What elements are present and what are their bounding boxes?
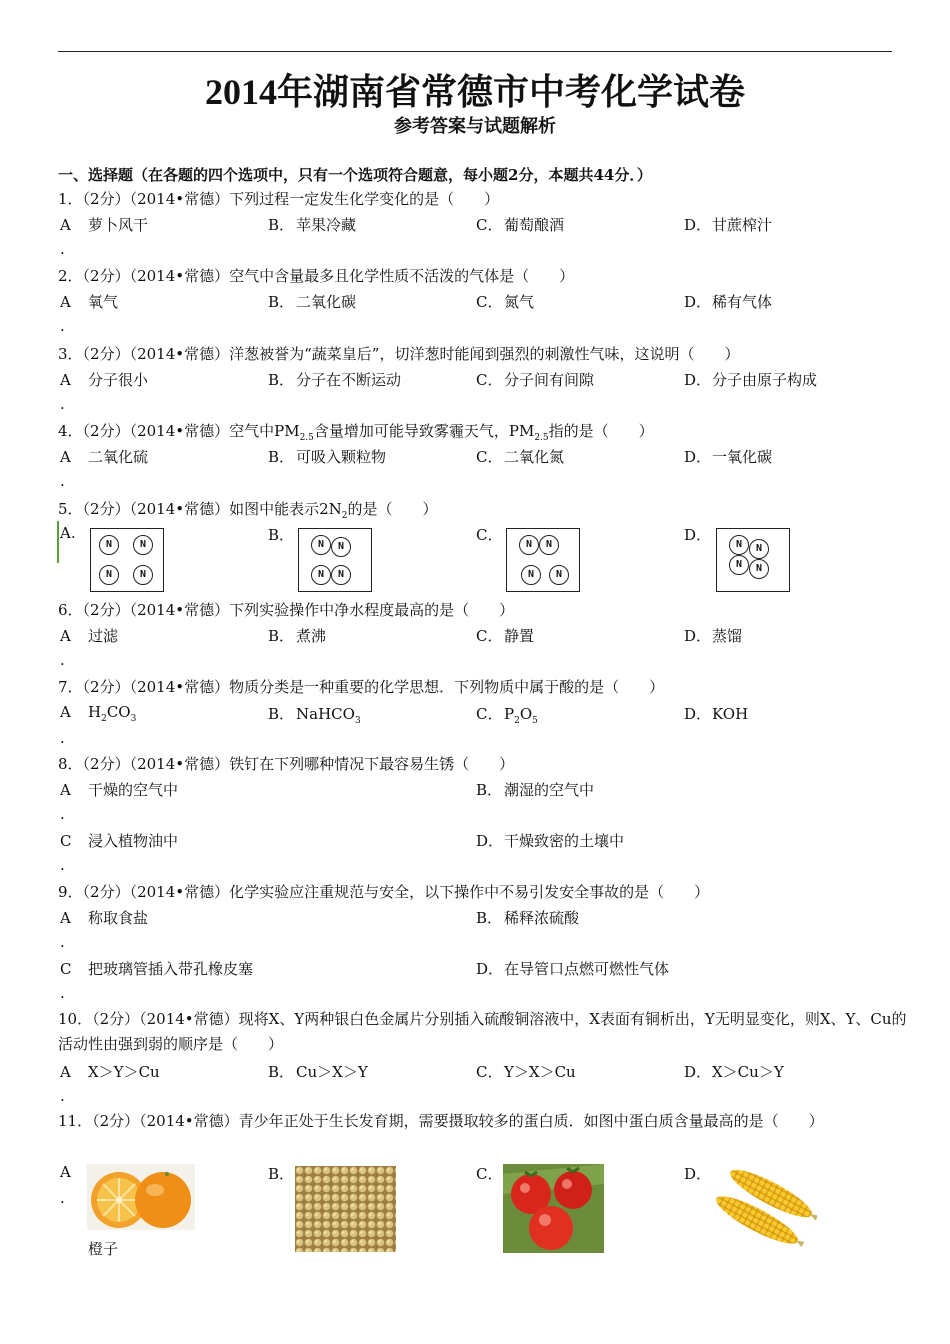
molecule-diagram-c[interactable] (506, 528, 580, 592)
q7-option-d[interactable]: D．KOH (684, 705, 749, 723)
q1-option-b[interactable]: B． 苹果冷藏 (268, 216, 357, 234)
nitrogen-atom: N (311, 535, 331, 555)
molecule-diagram-d[interactable] (716, 528, 790, 592)
q11-option-c[interactable]: C． (476, 1165, 503, 1183)
dot: . (60, 933, 65, 951)
nitrogen-atom: N (133, 535, 153, 555)
q4-option-a[interactable]: A 二氧化硫 (60, 448, 149, 466)
q3-option-c[interactable]: C． 分子间有间隙 (476, 371, 595, 389)
molecule-diagram-a[interactable] (90, 528, 164, 592)
dot: . (60, 984, 65, 1002)
q4-option-c[interactable]: C． 二氧化氮 (476, 448, 565, 466)
q7-option-c[interactable]: C． $P_2O_5$ (476, 705, 538, 726)
q3-option-a[interactable]: A 分子很小 (60, 371, 149, 389)
q7-option-a[interactable]: A $H_2CO_3$ (60, 703, 137, 724)
q8-option-a[interactable]: A 干燥的空气中 (60, 781, 179, 799)
dot: . (60, 1189, 65, 1207)
q10-option-c[interactable]: C． Y＞X＞Cu (476, 1063, 576, 1081)
q1-option-a[interactable]: A 萝卜风干 (60, 216, 149, 234)
dot: . (60, 805, 65, 823)
dot: . (60, 240, 65, 258)
dot: . (60, 856, 65, 874)
q5-option-a[interactable]: A. (60, 524, 76, 542)
q9-option-c[interactable]: C 把玻璃管插入带孔橡皮塞 (60, 960, 254, 978)
nitrogen-atom: N (549, 565, 569, 585)
q6-option-d[interactable]: D．蒸馏 (684, 627, 743, 645)
q4-option-b[interactable]: B． 可吸入颗粒物 (268, 448, 387, 466)
q4-option-d[interactable]: D．一氧化碳 (684, 448, 773, 466)
q10-option-a[interactable]: A X＞Y＞Cu (60, 1063, 160, 1081)
nitrogen-atom: N (331, 537, 351, 557)
question-4: 4．（2分）（2014•常德）空气中$PM_{2.5}$含量增加可能导致雾霾天气，$PM_{2.5}$指的是（ ） (58, 422, 654, 443)
q2-option-c[interactable]: C． 氮气 (476, 293, 535, 311)
q6-option-c[interactable]: C． 静置 (476, 627, 535, 645)
nitrogen-atom: N (749, 539, 769, 559)
question-9: 9．（2分）（2014•常德）化学实验应注重规范与安全，以下操作中不易引发安全事故的是（ ） (58, 883, 710, 901)
orange-image[interactable] (87, 1164, 195, 1230)
nitrogen-atom: N (133, 565, 153, 585)
page-subtitle: 参考答案与试题解析 (394, 116, 556, 137)
q8-option-d[interactable]: D．干燥致密的土壤中 (476, 832, 625, 850)
q9-option-d[interactable]: D．在导管口点燃可燃性气体 (476, 960, 670, 978)
q9-option-a[interactable]: A 称取食盐 (60, 909, 149, 927)
q10-option-d[interactable]: D．X＞Cu＞Y (684, 1063, 784, 1081)
nitrogen-atom: N (729, 535, 749, 555)
q11-option-d[interactable]: D． (684, 1165, 712, 1183)
top-rule (58, 51, 892, 52)
section-heading: 一、选择题（在各题的四个选项中，只有一个选项符合题意，每小题2分，本题共44分．） (58, 166, 652, 184)
q2-option-b[interactable]: B． 二氧化碳 (268, 293, 357, 311)
question-11: 11．（2分）（2014•常德）青少年正处于生长发育期，需要摄取较多的蛋白质．如图中蛋白质含量最高的是（ ） (58, 1112, 824, 1130)
molecule-diagram-b[interactable] (298, 528, 372, 592)
dot: . (60, 729, 65, 747)
dot: . (60, 395, 65, 413)
q3-option-b[interactable]: B． 分子在不断运动 (268, 371, 402, 389)
q8-option-c[interactable]: C 浸入植物油中 (60, 832, 179, 850)
question-3: 3．（2分）（2014•常德）洋葱被誉为“蔬菜皇后”，切洋葱时能闻到强烈的刺激性气味，这说明（ ） (58, 345, 740, 363)
nitrogen-atom: N (521, 565, 541, 585)
q10-option-b[interactable]: B． Cu＞X＞Y (268, 1063, 368, 1081)
dot: . (60, 651, 65, 669)
question-5: 5．（2分）（2014•常德）如图中能表示$2N_2$的是（ ） (58, 500, 438, 521)
question-6: 6．（2分）（2014•常德）下列实验操作中净水程度最高的是（ ） (58, 601, 515, 619)
q5-option-c[interactable]: C． (476, 526, 503, 544)
q2-option-d[interactable]: D．稀有气体 (684, 293, 773, 311)
question-8: 8．（2分）（2014•常德）铁钉在下列哪种情况下最容易生锈（ ） (58, 755, 515, 773)
question-1: 1．（2分）（2014•常德）下列过程一定发生化学变化的是（ ） (58, 190, 500, 208)
question-7: 7．（2分）（2014•常德）物质分类是一种重要的化学思想．下列物质中属于酸的是（ ） (58, 678, 665, 696)
q11-option-a[interactable]: A (60, 1163, 71, 1181)
q3-option-d[interactable]: D．分子由原子构成 (684, 371, 818, 389)
question-10: 10．（2分）（2014•常德）现将X、Y两种银白色金属片分别插入硫酸铜溶液中，X表面有铜析出，Y无明显变化，则X、Y、Cu的活动性由强到弱的顺序是（ ） (58, 1010, 907, 1053)
nitrogen-atom: N (99, 565, 119, 585)
soybeans-image[interactable] (295, 1166, 396, 1252)
q5-option-b[interactable]: B． (268, 526, 295, 544)
orange-caption: 橙子 (88, 1240, 119, 1258)
page-title: 2014年湖南省常德市中考化学试卷 (204, 72, 745, 112)
nitrogen-atom: N (331, 565, 351, 585)
q1-option-d[interactable]: D．甘蔗榨汁 (684, 216, 773, 234)
dot: . (60, 1087, 65, 1105)
corn-image[interactable] (711, 1166, 817, 1252)
q6-option-b[interactable]: B． 煮沸 (268, 627, 327, 645)
q1-option-c[interactable]: C． 葡萄酿酒 (476, 216, 565, 234)
q6-option-a[interactable]: A 过滤 (60, 627, 119, 645)
nitrogen-atom: N (99, 535, 119, 555)
nitrogen-atom: N (311, 565, 331, 585)
nitrogen-atom: N (519, 535, 539, 555)
q9-option-b[interactable]: B． 稀释浓硫酸 (476, 909, 580, 927)
q11-option-b[interactable]: B． (268, 1165, 295, 1183)
q7-option-b[interactable]: B． NaHCO$_3$ (268, 705, 361, 726)
nitrogen-atom: N (729, 555, 749, 575)
nitrogen-atom: N (539, 535, 559, 555)
question-2: 2．（2分）（2014•常德）空气中含量最多且化学性质不活泼的气体是（ ） (58, 267, 575, 285)
q5-option-d[interactable]: D． (684, 526, 712, 544)
nitrogen-atom: N (749, 559, 769, 579)
q8-option-b[interactable]: B． 潮湿的空气中 (476, 781, 595, 799)
selection-marker (57, 521, 59, 563)
dot: . (60, 317, 65, 335)
tomatoes-image[interactable] (503, 1164, 604, 1253)
dot: . (60, 472, 65, 490)
q2-option-a[interactable]: A 氧气 (60, 293, 119, 311)
